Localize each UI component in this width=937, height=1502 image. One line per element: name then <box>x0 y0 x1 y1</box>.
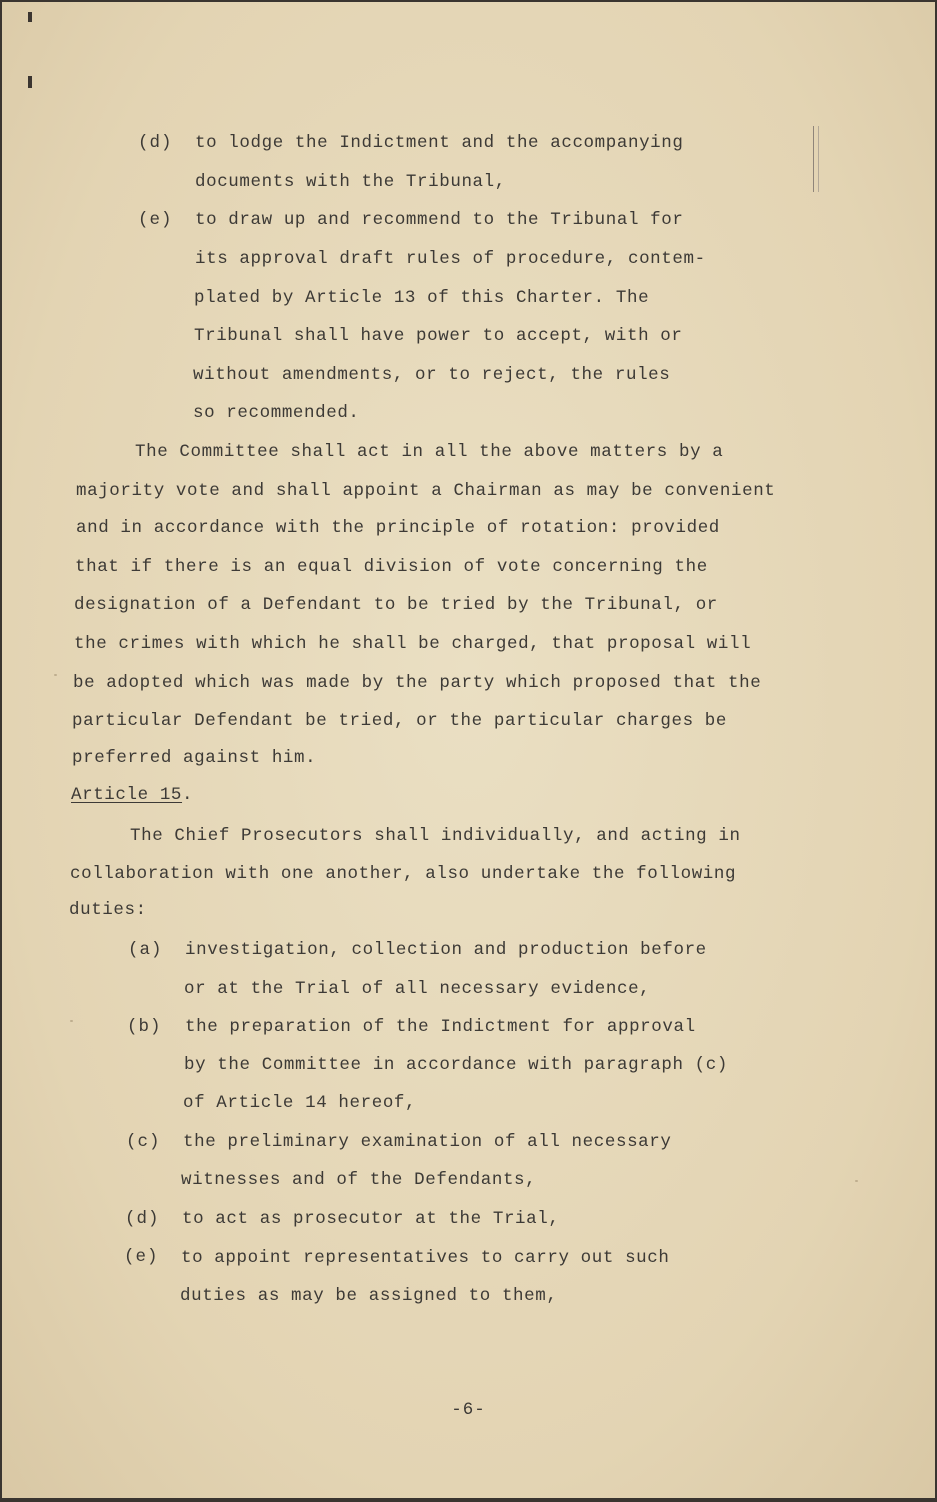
duty-c-line-1: the preliminary examination of all necessary <box>183 1132 672 1152</box>
committee-line-4: that if there is an equal division of vote concerning the <box>75 557 708 577</box>
committee-line-1: The Committee shall act in all the above matters by a <box>135 442 724 462</box>
item-e-line-6: so recommended. <box>193 403 360 423</box>
punch-mark-bottom <box>28 76 32 88</box>
duty-e-line-1: to appoint representatives to carry out such <box>181 1248 670 1268</box>
duty-c-line-2: witnesses and of the Defendants, <box>181 1170 537 1190</box>
committee-line-3: and in accordance with the principle of rotation: provided <box>76 518 720 538</box>
item-e-line-1: to draw up and recommend to the Tribunal for <box>195 210 684 230</box>
committee-line-5: designation of a Defendant to be tried by the Tribunal, or <box>74 595 718 615</box>
duty-e-label: (e) <box>124 1247 159 1267</box>
duty-b-line-3: of Article 14 hereof, <box>183 1093 417 1113</box>
duty-e-line-2: duties as may be assigned to them, <box>180 1286 558 1306</box>
item-e-line-2: its approval draft rules of procedure, contem- <box>195 249 706 269</box>
duty-a-line-1: investigation, collection and production before <box>185 940 707 960</box>
prosecutors-line-3: duties: <box>69 900 147 920</box>
duty-b-line-1: the preparation of the Indictment for approval <box>185 1017 696 1037</box>
committee-line-7: be adopted which was made by the party which proposed that the <box>73 673 762 693</box>
duty-b-label: (b) <box>127 1017 162 1037</box>
duty-d-line-1: to act as prosecutor at the Trial, <box>182 1209 560 1229</box>
duty-c-label: (c) <box>126 1132 161 1152</box>
margin-bar <box>813 126 819 192</box>
prosecutors-line-2: collaboration with one another, also undertake the following <box>70 864 737 884</box>
article-heading-text: Article 15 <box>71 785 183 805</box>
duty-a-line-2: or at the Trial of all necessary evidence, <box>184 979 651 999</box>
duty-a-label: (a) <box>128 940 163 960</box>
punch-mark-top <box>28 12 32 22</box>
article-heading-period: . <box>182 785 194 805</box>
committee-line-9: preferred against him. <box>72 748 317 768</box>
page-number: -6- <box>451 1400 486 1420</box>
duty-d-label: (d) <box>125 1209 160 1229</box>
item-e-line-3: plated by Article 13 of this Charter. The <box>194 288 650 308</box>
committee-line-2: majority vote and shall appoint a Chairman as may be convenient <box>76 481 776 501</box>
item-d-line-1: to lodge the Indictment and the accompanying <box>195 133 684 153</box>
article-heading <box>71 784 193 806</box>
item-d-line-2: documents with the Tribunal, <box>195 172 506 192</box>
committee-line-8: particular Defendant be tried, or the particular charges be <box>72 711 728 731</box>
document-page <box>2 2 935 1498</box>
item-d-label: (d) <box>138 133 173 153</box>
item-e-line-5: without amendments, or to reject, the rules <box>193 365 671 385</box>
duty-b-line-2: by the Committee in accordance with paragraph (c) <box>184 1055 728 1075</box>
committee-line-6: the crimes with which he shall be charged, that proposal will <box>74 634 752 654</box>
item-e-label: (e) <box>138 210 173 230</box>
prosecutors-line-1: The Chief Prosecutors shall individually, and acting in <box>130 826 741 846</box>
item-e-line-4: Tribunal shall have power to accept, with or <box>194 326 683 346</box>
